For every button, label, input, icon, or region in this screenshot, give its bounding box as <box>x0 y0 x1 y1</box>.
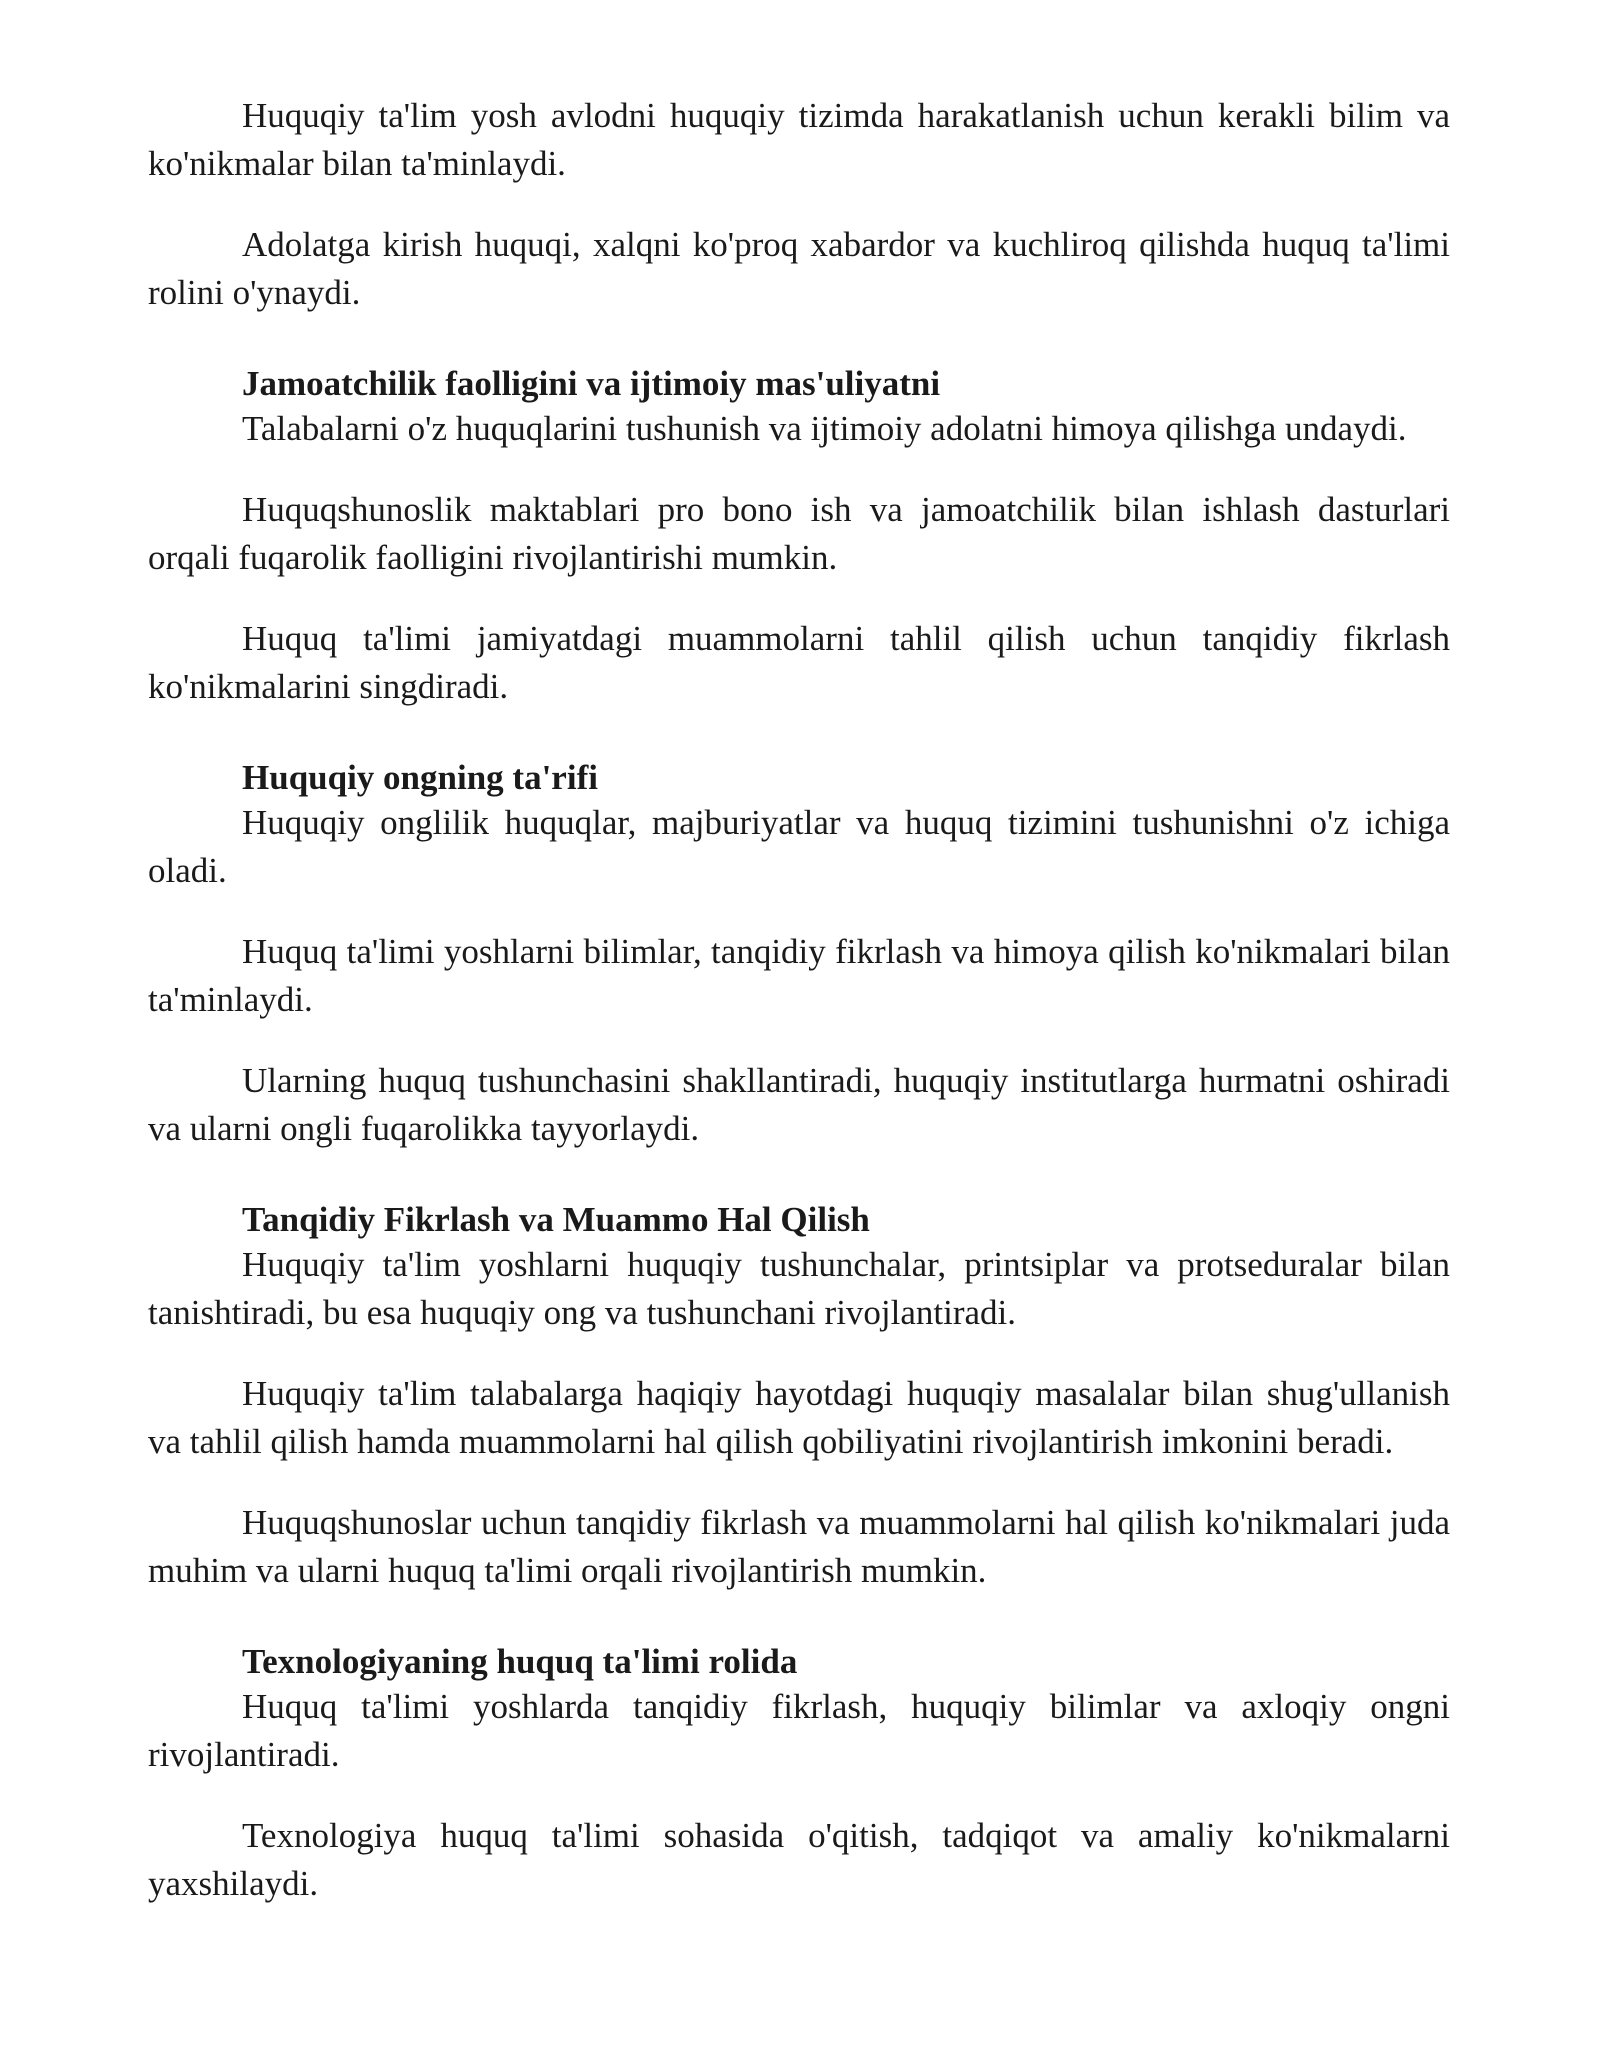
section-paragraph: Huquq ta'limi yoshlarni bilimlar, tanqidiy fikrlash va himoya qilish ko'nikmalari bilan ta'minlaydi. <box>148 932 1450 1019</box>
section-paragraph: Huquqiy ta'lim talabalarga haqiqiy hayotdagi huquqiy masalalar bilan shug'ullanish va tahlil qilish hamda muammolarni hal qilish qobiliyatini rivojlantirish imkonini beradi. <box>148 1374 1450 1461</box>
section-paragraph: Huquq ta'limi jamiyatdagi muammolarni tahlil qilish uchun tanqidiy fikrlash ko'nikmalarini singdiradi. <box>148 619 1450 706</box>
section-heading: Texnologiyaning huquq ta'limi rolida <box>242 1642 798 1681</box>
section-paragraph: Ularning huquq tushunchasini shakllantiradi, huquqiy institutlarga hurmatni oshiradi va ularni ongli fuqarolikka tayyorlaydi. <box>148 1061 1450 1148</box>
section-heading: Jamoatchilik faolligini va ijtimoiy mas'uliyatni <box>242 364 941 403</box>
section-paragraph: Huquqiy onglilik huquqlar, majburiyatlar va huquq tizimini tushunishni o'z ichiga oladi. <box>148 803 1450 890</box>
document-page <box>148 92 1450 1941</box>
section-paragraph: Talabalarni o'z huquqlarini tushunish va ijtimoiy adolatni himoya qilishga undaydi. <box>242 409 1407 448</box>
section-heading: Tanqidiy Fikrlash va Muammo Hal Qilish <box>242 1200 870 1239</box>
section-paragraph: Huquq ta'limi yoshlarda tanqidiy fikrlash, huquqiy bilimlar va axloqiy ongni rivojlantiradi. <box>148 1687 1450 1774</box>
section-jamoatchilik <box>148 363 1450 711</box>
section-paragraph: Huquqshunoslik maktablari pro bono ish va jamoatchilik bilan ishlash dasturlari orqali fuqarolik faolligini rivojlantirishi mumkin. <box>148 490 1450 577</box>
intro-paragraph-1: Huquqiy ta'lim yosh avlodni huquqiy tizimda harakatlanish uchun kerakli bilim va ko'nikmalar bilan ta'minlaydi. <box>148 96 1450 183</box>
section-huquqiy-ong <box>148 757 1450 1153</box>
section-texnologiya <box>148 1641 1450 1908</box>
intro-paragraph-2: Adolatga kirish huquqi, xalqni ko'proq xabardor va kuchliroq qilishda huquq ta'limi rolini o'ynaydi. <box>148 225 1450 312</box>
section-paragraph: Texnologiya huquq ta'limi sohasida o'qitish, tadqiqot va amaliy ko'nikmalarni yaxshilaydi. <box>148 1816 1450 1903</box>
section-paragraph: Huquqiy ta'lim yoshlarni huquqiy tushunchalar, printsiplar va protseduralar bilan tanishtiradi, bu esa huquqiy ong va tushunchani rivojlantiradi. <box>148 1245 1450 1332</box>
section-paragraph: Huquqshunoslar uchun tanqidiy fikrlash va muammolarni hal qilish ko'nikmalari juda muhim va ularni huquq ta'limi orqali rivojlantirish mumkin. <box>148 1503 1450 1590</box>
section-tanqidiy-fikrlash <box>148 1199 1450 1595</box>
section-heading: Huquqiy ongning ta'rifi <box>242 758 598 797</box>
